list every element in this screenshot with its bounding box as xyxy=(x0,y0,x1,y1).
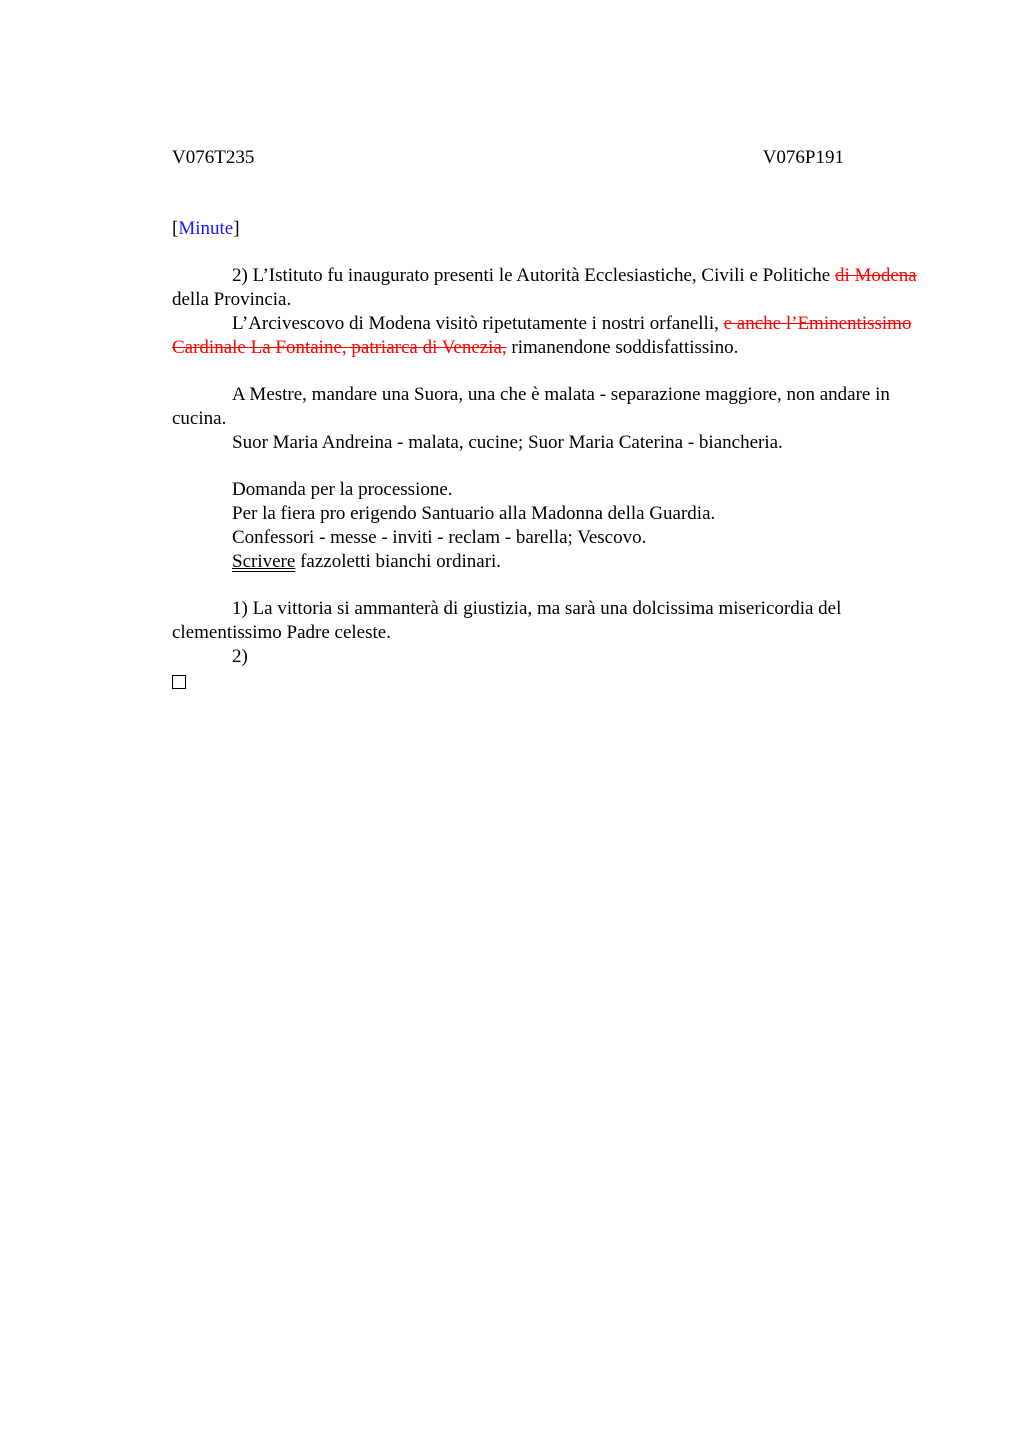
section-label-text: Minute xyxy=(178,218,234,239)
paragraph-text: della Provincia. xyxy=(172,289,292,310)
square-box-icon xyxy=(172,675,186,689)
deleted-text: di Modena xyxy=(834,265,917,286)
note-write xyxy=(172,550,932,574)
paragraph-sisters: Suor Maria Andreina - malata, cucine; Suor Maria Caterina - biancheria. xyxy=(232,432,783,453)
paragraph-text: L’Arcivescovo di Modena visitò ripetutamente i nostri orfanelli, xyxy=(232,313,724,334)
page-header xyxy=(172,146,844,170)
paragraph-archbishop xyxy=(172,312,932,360)
paragraph-item-two: 2) xyxy=(232,646,248,667)
deleted-text: e anche l’Eminentissimo Cardinale La Fontaine, patriarca di Venezia, xyxy=(172,313,912,358)
paragraph-text: rimanendone soddisfattissino. xyxy=(506,337,739,358)
header-right-code: V076P191 xyxy=(762,147,844,168)
underlined-word: Scrivere xyxy=(232,551,296,572)
paragraph-victory: 1) La vittoria si ammanterà di giustizia, ma sarà una dolcissima misericordia del clementissimo Padre celeste. xyxy=(172,598,842,643)
document-body xyxy=(172,217,932,696)
header-left-code: V076T235 xyxy=(172,147,255,168)
empty-box-row xyxy=(172,669,932,696)
paragraph-inauguration xyxy=(172,264,932,312)
close-bracket: ] xyxy=(233,218,240,239)
note-text: fazzoletti bianchi ordinari. xyxy=(295,551,502,572)
paragraph-mestre: A Mestre, mandare una Suora, una che è malata - separazione maggiore, non andare in cucina. xyxy=(172,384,890,429)
section-label xyxy=(172,217,932,241)
note-confessors: Confessori - messe - inviti - reclam - barella; Vescovo. xyxy=(232,527,647,548)
document-page xyxy=(172,0,932,1450)
note-procession: Domanda per la processione. xyxy=(232,479,453,500)
note-fair: Per la fiera pro erigendo Santuario alla Madonna della Guardia. xyxy=(232,503,716,524)
paragraph-text: 2) L’Istituto fu inaugurato presenti le Autorità Ecclesiastiche, Civili e Politiche xyxy=(232,265,835,286)
open-bracket: [ xyxy=(172,218,179,239)
